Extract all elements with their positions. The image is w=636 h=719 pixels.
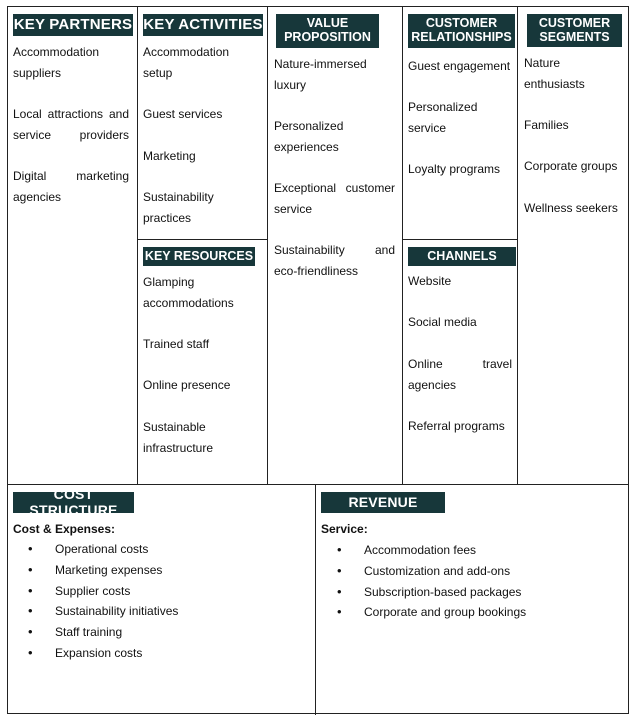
list-item: • Corporate and group bookings <box>323 602 623 623</box>
list-item: Online travel agencies <box>408 357 512 392</box>
key-partners-header <box>13 14 133 36</box>
list-item: • Staff training <box>14 622 304 643</box>
list-item: Online presence <box>143 378 231 392</box>
list-item: Referral programs <box>408 419 505 433</box>
list-item: Guest services <box>143 107 223 121</box>
value-proposition-title: VALUE PROPOSITION <box>284 16 371 44</box>
list-item: • Expansion costs <box>14 643 304 664</box>
list-item: Marketing <box>143 149 196 163</box>
customer-relationships-title: CUSTOMER RELATIONSHIPS <box>411 16 512 44</box>
customer-relationships-header <box>408 14 515 48</box>
list-item: Loyalty programs <box>408 162 501 176</box>
cost-structure-subtitle: Cost & Expenses: <box>13 522 116 536</box>
revenue-subtitle: Service: <box>321 522 368 536</box>
channels-header <box>408 247 516 266</box>
divider <box>137 239 268 240</box>
divider <box>402 7 403 485</box>
key-resources-header <box>143 247 255 266</box>
list-item: Sustainability practices <box>143 190 214 225</box>
cost-list <box>14 539 304 664</box>
divider <box>402 239 518 240</box>
key-partners-title: KEY PARTNERS <box>13 15 133 33</box>
list-item: Website <box>408 274 452 288</box>
list-item: Sustainable infrastructure <box>143 420 214 455</box>
divider <box>517 7 518 485</box>
key-resources-title: KEY RESOURCES <box>144 248 254 263</box>
list-item: Digital marketing agencies <box>13 169 129 204</box>
list-item: Wellness seekers <box>524 201 618 215</box>
divider <box>267 7 268 485</box>
list-item: Corporate groups <box>524 159 618 173</box>
list-item: • Supplier costs <box>14 581 304 602</box>
list-item: Nature-immersed luxury <box>274 57 367 92</box>
list-item: • Marketing expenses <box>14 560 304 581</box>
list-item: Glamping accommodations <box>143 275 234 310</box>
list-item: Trained staff <box>143 337 210 351</box>
list-item: • Subscription-based packages <box>323 582 623 603</box>
list-item: Sustainability and eco-friendliness <box>274 243 395 278</box>
list-item: Accommodation setup <box>143 45 230 80</box>
value-proposition-header <box>276 14 379 48</box>
key-activities-header <box>143 14 263 36</box>
list-item: Guest engagement <box>408 59 511 73</box>
list-item: • Sustainability initiatives <box>14 601 304 622</box>
divider <box>315 485 316 715</box>
list-item: Exceptional customer service <box>274 181 395 216</box>
divider <box>8 484 628 485</box>
revenue-list <box>323 540 623 623</box>
list-item: Personalized experiences <box>274 119 344 154</box>
list-item: Personalized service <box>408 100 478 135</box>
list-item: • Accommodation fees <box>323 540 623 561</box>
cost-structure-header <box>13 486 134 518</box>
list-item: Accommodation suppliers <box>13 45 100 80</box>
customer-segments-header <box>527 14 622 47</box>
cost-structure-title: COST STRUCTURE <box>29 486 118 518</box>
revenue-header <box>321 492 445 513</box>
list-item: Social media <box>408 315 477 329</box>
revenue-title: REVENUE <box>348 493 418 510</box>
list-item: Local attractions and service providers <box>13 107 129 142</box>
key-activities-title: KEY ACTIVITIES <box>143 15 263 33</box>
list-item: • Customization and add-ons <box>323 561 623 582</box>
list-item: Nature enthusiasts <box>524 56 585 91</box>
channels-title: CHANNELS <box>427 248 497 263</box>
list-item: Families <box>524 118 569 132</box>
divider <box>137 7 138 485</box>
list-item: • Operational costs <box>14 539 304 560</box>
customer-segments-title: CUSTOMER SEGMENTS <box>538 15 611 44</box>
